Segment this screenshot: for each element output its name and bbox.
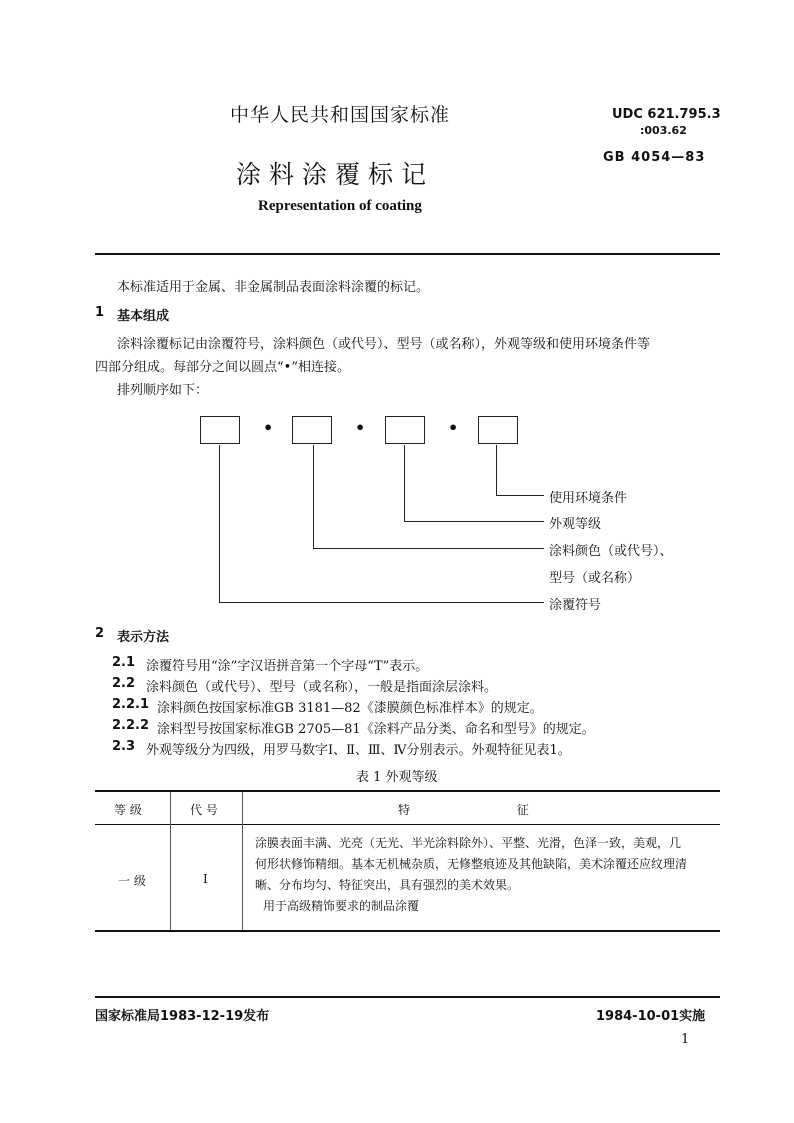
item-text: 涂料型号按国家标准GB 2705—81《涂料产品分类、命名和型号》的规定。: [157, 722, 595, 737]
header-rule: [95, 253, 720, 255]
table-caption: 表 1 外观等级: [356, 770, 438, 785]
item-number: 2.1: [112, 655, 136, 670]
intro-text: 本标准适用于金属、非金属制品表面涂料涂覆的标记。: [117, 280, 430, 295]
item-number: 2.3: [112, 739, 136, 754]
env-connector-vertical: [496, 445, 497, 495]
header-code: 代 号: [190, 803, 218, 817]
env-connector-horizontal: [496, 495, 544, 496]
item-number: 2.2: [112, 676, 136, 691]
udc-code-suffix: :003.62: [640, 124, 687, 137]
separator-dot-3: •: [448, 418, 459, 437]
section2-number: 2: [95, 626, 105, 641]
row-feature-line: 涂膜表面丰满、光亮（无光、半光涂料除外）、平整、光滑，色泽一致，美观，几: [255, 836, 682, 850]
color-connector-horizontal: [313, 548, 544, 549]
english-title: Representation of coating: [258, 198, 422, 214]
udc-code: UDC 621.795.3: [612, 107, 721, 122]
page-title: 涂料涂覆标记: [236, 160, 435, 189]
table-col-divider-2: [242, 792, 243, 930]
header-grade: 等 级: [114, 803, 142, 817]
item-number: 2.2.1: [112, 697, 150, 712]
label-color-line1: 涂料颜色（或代号）、: [549, 544, 673, 559]
symbol-box: [200, 416, 240, 444]
label-appearance: 外观等级: [549, 517, 602, 532]
section1-number: 1: [95, 305, 105, 320]
environment-box: [478, 416, 518, 444]
gb-number: GB 4054—83: [603, 150, 706, 165]
color-connector-vertical: [313, 445, 314, 548]
header-feature: 特 征: [398, 803, 529, 817]
table-top-rule: [95, 790, 720, 792]
section2-heading: 表示方法: [117, 630, 170, 645]
section1-para-line1: 涂料涂覆标记由涂覆符号，涂料颜色（或代号）、型号（或名称），外观等级和使用环境条件等: [117, 337, 651, 352]
row-feature-line: 晰、分布均匀、特征突出，具有强烈的美术效果。: [255, 878, 520, 892]
appearance-connector-horizontal: [404, 521, 544, 522]
color-box: [292, 416, 332, 444]
order-label: 排列顺序如下：: [117, 383, 209, 398]
label-environment: 使用环境条件: [549, 491, 628, 506]
appearance-connector-vertical: [404, 445, 405, 521]
table-col-divider-1: [170, 792, 171, 930]
issuing-country-standard: 中华人民共和国国家标准: [230, 104, 451, 126]
section1-para-line2: 四部分组成。每部分之间以圆点“•”相连接。: [95, 360, 350, 375]
item-number: 2.2.2: [112, 718, 150, 733]
page-number: 1: [681, 1032, 690, 1047]
row-feature-line: 何形状修饰精细。基本无机械杂质，无修整痕迹及其他缺陷，美术涂覆还应纹理清: [255, 857, 688, 871]
row-code: I: [203, 872, 208, 886]
item-text: 涂覆符号用“涂”字汉语拼音第一个字母“T”表示。: [146, 659, 429, 674]
symbol-connector-vertical: [219, 445, 220, 602]
item-text: 涂料颜色按国家标准GB 3181—82《漆膜颜色标准样本》的规定。: [157, 701, 543, 716]
label-color-line2: 型号（或名称）: [549, 571, 641, 586]
footer-rule: [95, 996, 720, 998]
appearance-box: [385, 416, 425, 444]
label-symbol: 涂覆符号: [549, 598, 602, 613]
effective-date: 1984-10-01实施: [596, 1009, 706, 1024]
section1-heading: 基本组成: [117, 309, 170, 324]
row-feature-usage: 用于高级精饰要求的制品涂覆: [263, 899, 420, 913]
issued-date: 国家标准局1983-12-19发布: [95, 1009, 270, 1024]
item-text: 外观等级分为四级，用罗马数字Ⅰ、Ⅱ、Ⅲ、Ⅳ分别表示。外观特征见表1。: [146, 743, 571, 758]
table-bottom-rule: [95, 930, 720, 932]
row-grade: 一 级: [118, 874, 146, 888]
item-text: 涂料颜色（或代号）、型号（或名称），一般是指面涂层涂料。: [146, 680, 498, 695]
separator-dot-2: •: [355, 418, 366, 437]
table-header-rule: [95, 824, 720, 825]
separator-dot-1: •: [263, 418, 274, 437]
symbol-connector-horizontal: [219, 602, 544, 603]
